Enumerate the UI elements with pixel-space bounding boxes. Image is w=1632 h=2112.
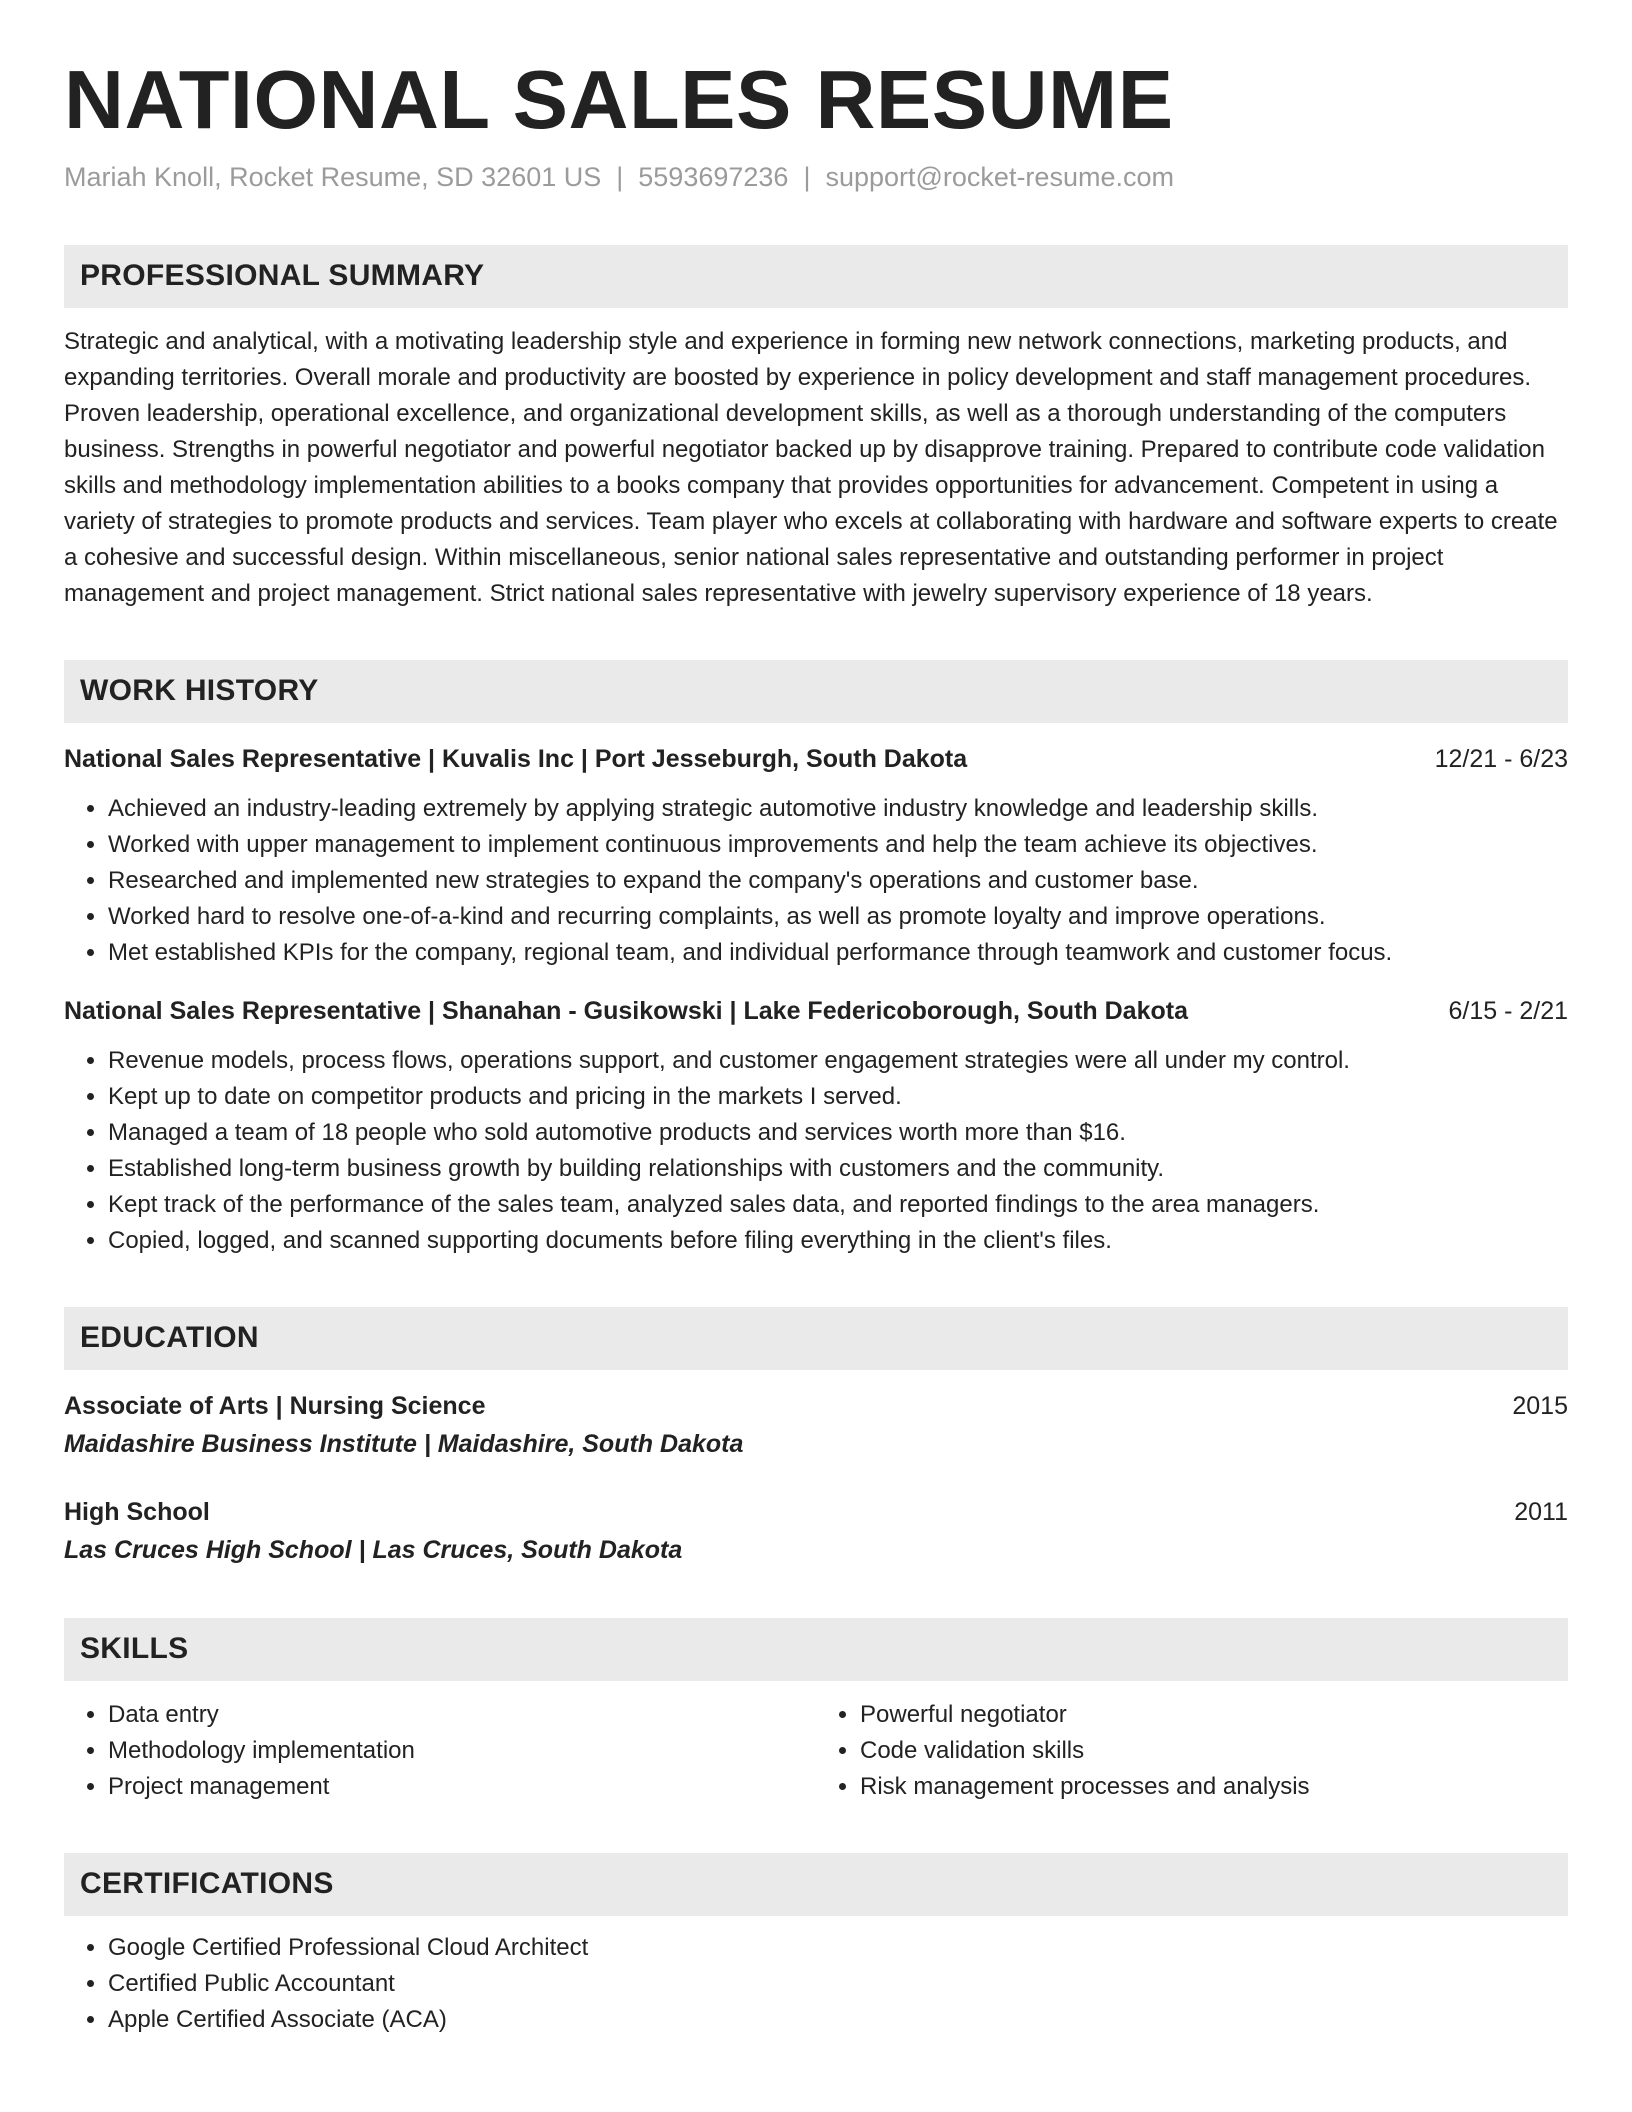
skill-item: • Methodology implementation: [108, 1733, 816, 1769]
education-degree: High School: [64, 1497, 210, 1526]
job-bullet: • Kept up to date on competitor products and pricing in the markets I served.: [108, 1079, 1568, 1115]
contact-separator: |: [803, 161, 811, 192]
skills-list-right: [816, 1697, 1568, 1805]
resume-title: NATIONAL SALES RESUME: [64, 53, 1174, 146]
job-title: National Sales Representative | Kuvalis Inc | Port Jesseburgh, South Dakota: [64, 744, 968, 773]
education-degree: Associate of Arts | Nursing Science: [64, 1391, 486, 1420]
skill-item: • Code validation skills: [860, 1733, 1568, 1769]
certification-item: • Apple Certified Associate (ACA): [108, 2002, 1568, 2038]
job-entry: [64, 993, 1568, 1259]
job-bullet: • Achieved an industry-leading extremely by applying strategic automotive industry knowledge and leadership skills.: [108, 791, 1568, 827]
certification-item: • Google Certified Professional Cloud Architect: [108, 1930, 1568, 1966]
contact-phone: 5593697236: [638, 161, 789, 192]
section-heading-work-history: WORK HISTORY: [64, 660, 1568, 723]
section-heading-education: EDUCATION: [64, 1307, 1568, 1370]
contact-email: support@rocket-resume.com: [825, 161, 1174, 192]
job-bullet: • Researched and implemented new strategies to expand the company's operations and customer base.: [108, 863, 1568, 899]
skill-item: • Project management: [108, 1769, 816, 1805]
job-bullet: • Revenue models, process flows, operations support, and customer engagement strategies were all under my control.: [108, 1043, 1568, 1079]
job-bullets: [64, 791, 1568, 971]
job-bullet: • Established long-term business growth by building relationships with customers and the community.: [108, 1151, 1568, 1187]
section-heading-skills: SKILLS: [64, 1618, 1568, 1681]
education-institution: Maidashire Business Institute | Maidashire, South Dakota: [64, 1429, 744, 1458]
summary-text: Strategic and analytical, with a motivating leadership style and experience in forming new network connections, marketing products, and expanding territories. Overall morale and productivity are boosted by experience in policy development and staff management procedures. Proven leadership, operational excellence, and organizational development skills, as well as a thorough understanding of the computers business. Strengths in powerful negotiator and powerful negotiator backed up by disapprove training. Prepared to contribute code validation skills and methodology implementation abilities to a books company that provides opportunities for advancement. Competent in using a variety of strategies to promote products and services. Team player who excels at collaborating with hardware and software experts to create a cohesive and successful design. Within miscellaneous, senior national sales representative and outstanding performer in project management and project management. Strict national sales representative with jewelry supervisory experience of 18 years.: [64, 327, 1558, 607]
education-institution: Las Cruces High School | Las Cruces, South Dakota: [64, 1535, 683, 1564]
job-header: [64, 741, 1568, 777]
job-bullet: • Managed a team of 18 people who sold automotive products and services worth more than $16.: [108, 1115, 1568, 1151]
job-bullets: [64, 1043, 1568, 1259]
contact-separator: |: [616, 161, 624, 192]
education-header: [64, 1388, 1568, 1424]
contact-line: [64, 160, 1568, 195]
education-entry: [64, 1494, 1568, 1570]
skills-columns: [64, 1697, 1568, 1805]
job-header: [64, 993, 1568, 1029]
skill-item: • Data entry: [108, 1697, 816, 1733]
education-header: [64, 1494, 1568, 1530]
skill-item: • Powerful negotiator: [860, 1697, 1568, 1733]
job-entry: [64, 741, 1568, 971]
education-year: 2011: [1514, 1497, 1568, 1526]
education-entry: [64, 1388, 1568, 1464]
section-heading-certifications: CERTIFICATIONS: [64, 1853, 1568, 1916]
job-dates: 12/21 - 6/23: [1434, 744, 1568, 773]
job-dates: 6/15 - 2/21: [1448, 996, 1568, 1025]
resume-content: [64, 50, 1568, 2038]
section-heading-summary: PROFESSIONAL SUMMARY: [64, 245, 1568, 308]
certifications-list: [64, 1930, 1568, 2038]
job-bullet: • Kept track of the performance of the sales team, analyzed sales data, and reported findings to the area managers.: [108, 1187, 1568, 1223]
contact-address: Mariah Knoll, Rocket Resume, SD 32601 US: [64, 161, 602, 192]
job-title: National Sales Representative | Shanahan - Gusikowski | Lake Federicoborough, South Dakota: [64, 996, 1188, 1025]
skills-list-left: [64, 1697, 816, 1805]
skill-item: • Risk management processes and analysis: [860, 1769, 1568, 1805]
job-bullet: • Copied, logged, and scanned supporting documents before filing everything in the client's files.: [108, 1223, 1568, 1259]
education-year: 2015: [1512, 1391, 1568, 1420]
job-bullet: • Met established KPIs for the company, regional team, and individual performance through teamwork and customer focus.: [108, 935, 1568, 971]
certification-item: • Certified Public Accountant: [108, 1966, 1568, 2002]
job-bullet: • Worked with upper management to implement continuous improvements and help the team achieve its objectives.: [108, 827, 1568, 863]
job-bullet: • Worked hard to resolve one-of-a-kind and recurring complaints, as well as promote loyalty and improve operations.: [108, 899, 1568, 935]
